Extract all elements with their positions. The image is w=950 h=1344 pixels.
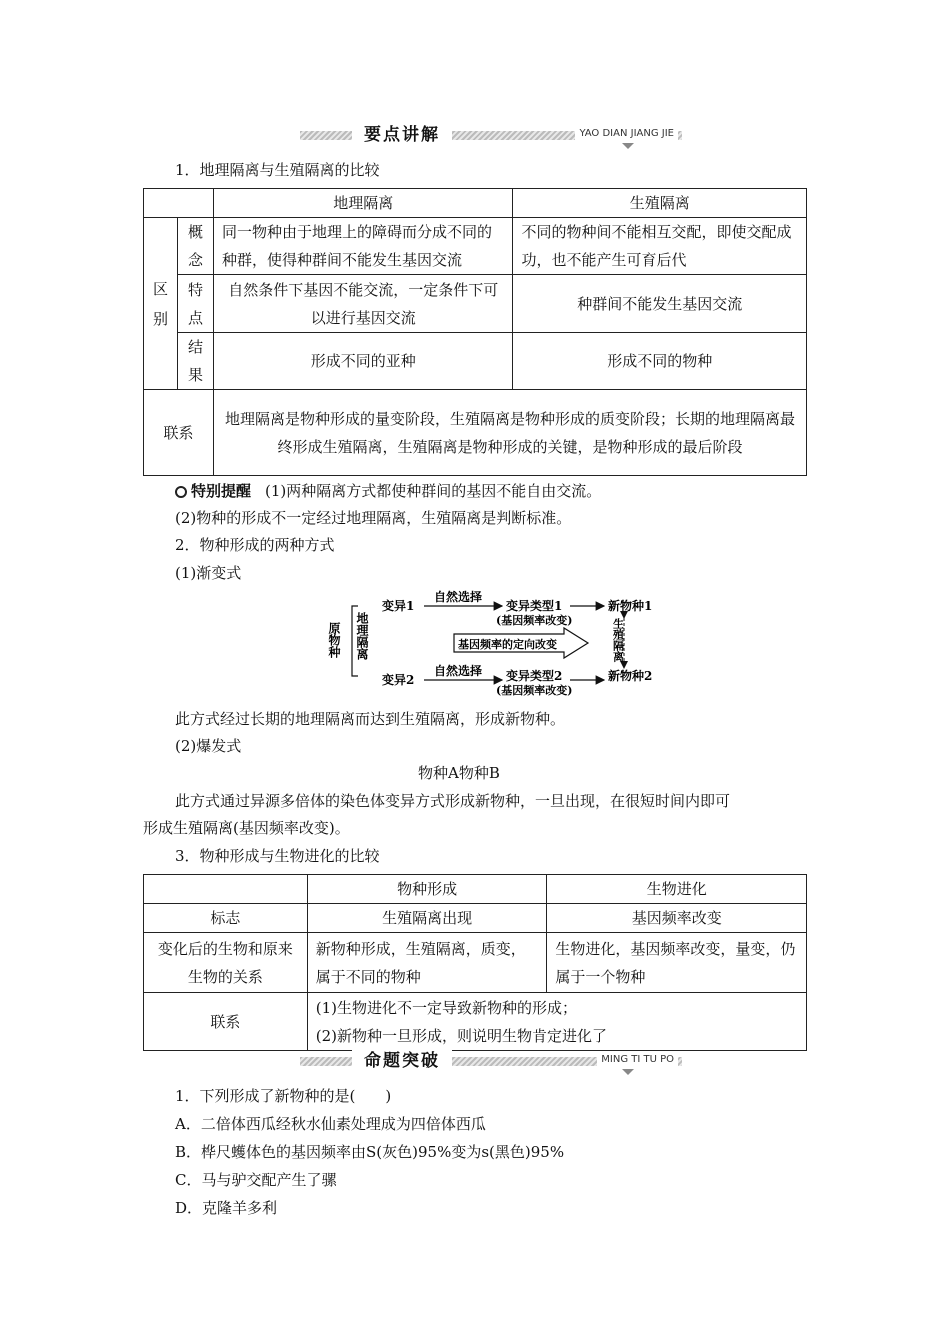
cell-result-rep: 形成不同的物种 bbox=[513, 333, 807, 390]
option-a[interactable]: A．二倍体西瓜经秋水仙素处理成为四倍体西瓜 bbox=[175, 1115, 486, 1133]
banner-subtitle: YAO DIAN JIANG JIE bbox=[575, 126, 678, 142]
cell-rel-evo: 生物进化，基因频率改变，量变，仍属于一个物种 bbox=[547, 933, 807, 993]
table-corner-cell bbox=[144, 189, 214, 218]
group-label-difference bbox=[144, 218, 178, 390]
header-speciation: 物种形成 bbox=[307, 875, 547, 904]
burst-paragraph-line2: 形成生殖隔离(基因频率改变)。 bbox=[143, 819, 350, 837]
geo-isolation-label: 地理隔离 bbox=[355, 612, 369, 660]
burst-paragraph-line1: 此方式通过异源多倍体的染色体变异方式形成新物种，一旦出现，在很短时间内即可 bbox=[175, 792, 731, 810]
burst-formula: 物种A物种B bbox=[418, 764, 500, 782]
section-3-title: 3．物种形成与生物进化的比较 bbox=[175, 847, 380, 865]
banner-triangle-icon bbox=[622, 1069, 634, 1075]
section-banner-practice bbox=[300, 1050, 682, 1072]
speciation-evolution-table bbox=[143, 874, 807, 1051]
option-c[interactable]: C．马与驴交配产生了骡 bbox=[175, 1171, 337, 1189]
special-reminder-label-text: 特别提醒 bbox=[191, 482, 252, 500]
origin-species-label: 原物种 bbox=[327, 622, 341, 658]
cell-concept-geo: 同一物种由于地理上的障碍而分成不同的种群，使得种群间不能发生基因交流 bbox=[213, 218, 512, 275]
section-1-title: 1．地理隔离与生殖隔离的比较 bbox=[175, 161, 380, 179]
row-label-relationship: 变化后的生物和原来生物的关系 bbox=[144, 933, 308, 993]
subsection-burst: (2)爆发式 bbox=[175, 737, 242, 755]
row-label-mark: 标志 bbox=[144, 904, 308, 933]
variation-1-label: 变异1 bbox=[382, 599, 415, 613]
freq-change-1-label: (基因频率改变) bbox=[496, 614, 573, 627]
link-line-1: (1)生物进化不一定导致新物种的形成； bbox=[315, 998, 578, 1017]
row-label-link-2: 联系 bbox=[144, 993, 308, 1051]
cell-feature-rep: 种群间不能发生基因交流 bbox=[513, 275, 807, 333]
speciation-diagram bbox=[326, 588, 666, 696]
banner-title: 命题突破 bbox=[352, 1050, 452, 1072]
special-reminder-label bbox=[175, 478, 251, 504]
section-banner-key-points bbox=[300, 124, 682, 146]
option-b[interactable]: B．桦尺蠖体色的基因频率由S(灰色)95%变为s(黑色)95% bbox=[175, 1143, 565, 1161]
subsection-gradual: (1)渐变式 bbox=[175, 564, 242, 582]
natural-selection-1-label: 自然选择 bbox=[434, 590, 483, 604]
banner-triangle-icon bbox=[622, 143, 634, 149]
link-line-2: (2)新物种一旦形成，则说明生物肯定进化了 bbox=[315, 1026, 608, 1045]
cell-link-text: 地理隔离是物种形成的量变阶段，生殖隔离是物种形成的质变阶段；长期的地理隔离最终形成生殖隔离，生殖隔离是物种形成的关键，是物种形成的最后阶段 bbox=[213, 390, 806, 476]
cell-result-geo: 形成不同的亚种 bbox=[213, 333, 512, 390]
row-label-result bbox=[177, 333, 213, 390]
cell-link-2 bbox=[307, 993, 806, 1051]
banner-title: 要点讲解 bbox=[352, 124, 452, 146]
variation-type-2-label: 变异类型2 bbox=[506, 669, 563, 683]
cell-mark-species: 生殖隔离出现 bbox=[307, 904, 547, 933]
new-species-2-label: 新物种2 bbox=[608, 669, 653, 683]
header-evolution: 生物进化 bbox=[547, 875, 807, 904]
table2-corner-cell bbox=[144, 875, 308, 904]
header-geo-isolation: 地理隔离 bbox=[213, 189, 512, 218]
isolation-comparison-table bbox=[143, 188, 807, 476]
row-label-result-text: 结果 bbox=[187, 338, 203, 384]
natural-selection-2-label: 自然选择 bbox=[434, 664, 483, 678]
reminder-text-1: (1)两种隔离方式都使种群间的基因不能自由交流。 bbox=[265, 482, 602, 500]
header-rep-isolation: 生殖隔离 bbox=[513, 189, 807, 218]
directed-change-label: 基因频率的定向改变 bbox=[458, 638, 557, 651]
target-icon bbox=[175, 486, 187, 498]
cell-rel-species: 新物种形成，生殖隔离，质变，属于不同的物种 bbox=[307, 933, 547, 993]
row-label-link: 联系 bbox=[144, 390, 214, 476]
variation-2-label: 变异2 bbox=[382, 673, 415, 687]
freq-change-2-label: (基因频率改变) bbox=[496, 684, 573, 696]
group-label-text: 区别 bbox=[152, 279, 168, 328]
section-2-title: 2．物种形成的两种方式 bbox=[175, 536, 335, 554]
cell-feature-geo: 自然条件下基因不能交流，一定条件下可以进行基因交流 bbox=[213, 275, 512, 333]
reminder-text-2: (2)物种的形成不一定经过地理隔离，生殖隔离是判断标准。 bbox=[175, 509, 572, 527]
row-label-concept-text: 概念 bbox=[187, 223, 203, 269]
row-label-feature-text: 特点 bbox=[187, 280, 203, 327]
gradual-paragraph: 此方式经过长期的地理隔离而达到生殖隔离，形成新物种。 bbox=[175, 710, 566, 728]
variation-type-1-label: 变异类型1 bbox=[506, 599, 563, 613]
special-reminder-line1 bbox=[175, 478, 601, 504]
row-label-concept bbox=[177, 218, 213, 275]
question-1-stem: 1．下列形成了新物种的是( ) bbox=[175, 1087, 392, 1105]
row-label-feature bbox=[177, 275, 213, 333]
banner-subtitle: MING TI TU PO bbox=[597, 1052, 678, 1068]
rep-isolation-label: 生殖隔离 bbox=[611, 618, 625, 662]
cell-mark-evo: 基因频率改变 bbox=[547, 904, 807, 933]
new-species-1-label: 新物种1 bbox=[608, 599, 653, 613]
cell-concept-rep: 不同的物种间不能相互交配，即使交配成功，也不能产生可育后代 bbox=[513, 218, 807, 275]
option-d[interactable]: D．克隆羊多利 bbox=[175, 1199, 278, 1217]
